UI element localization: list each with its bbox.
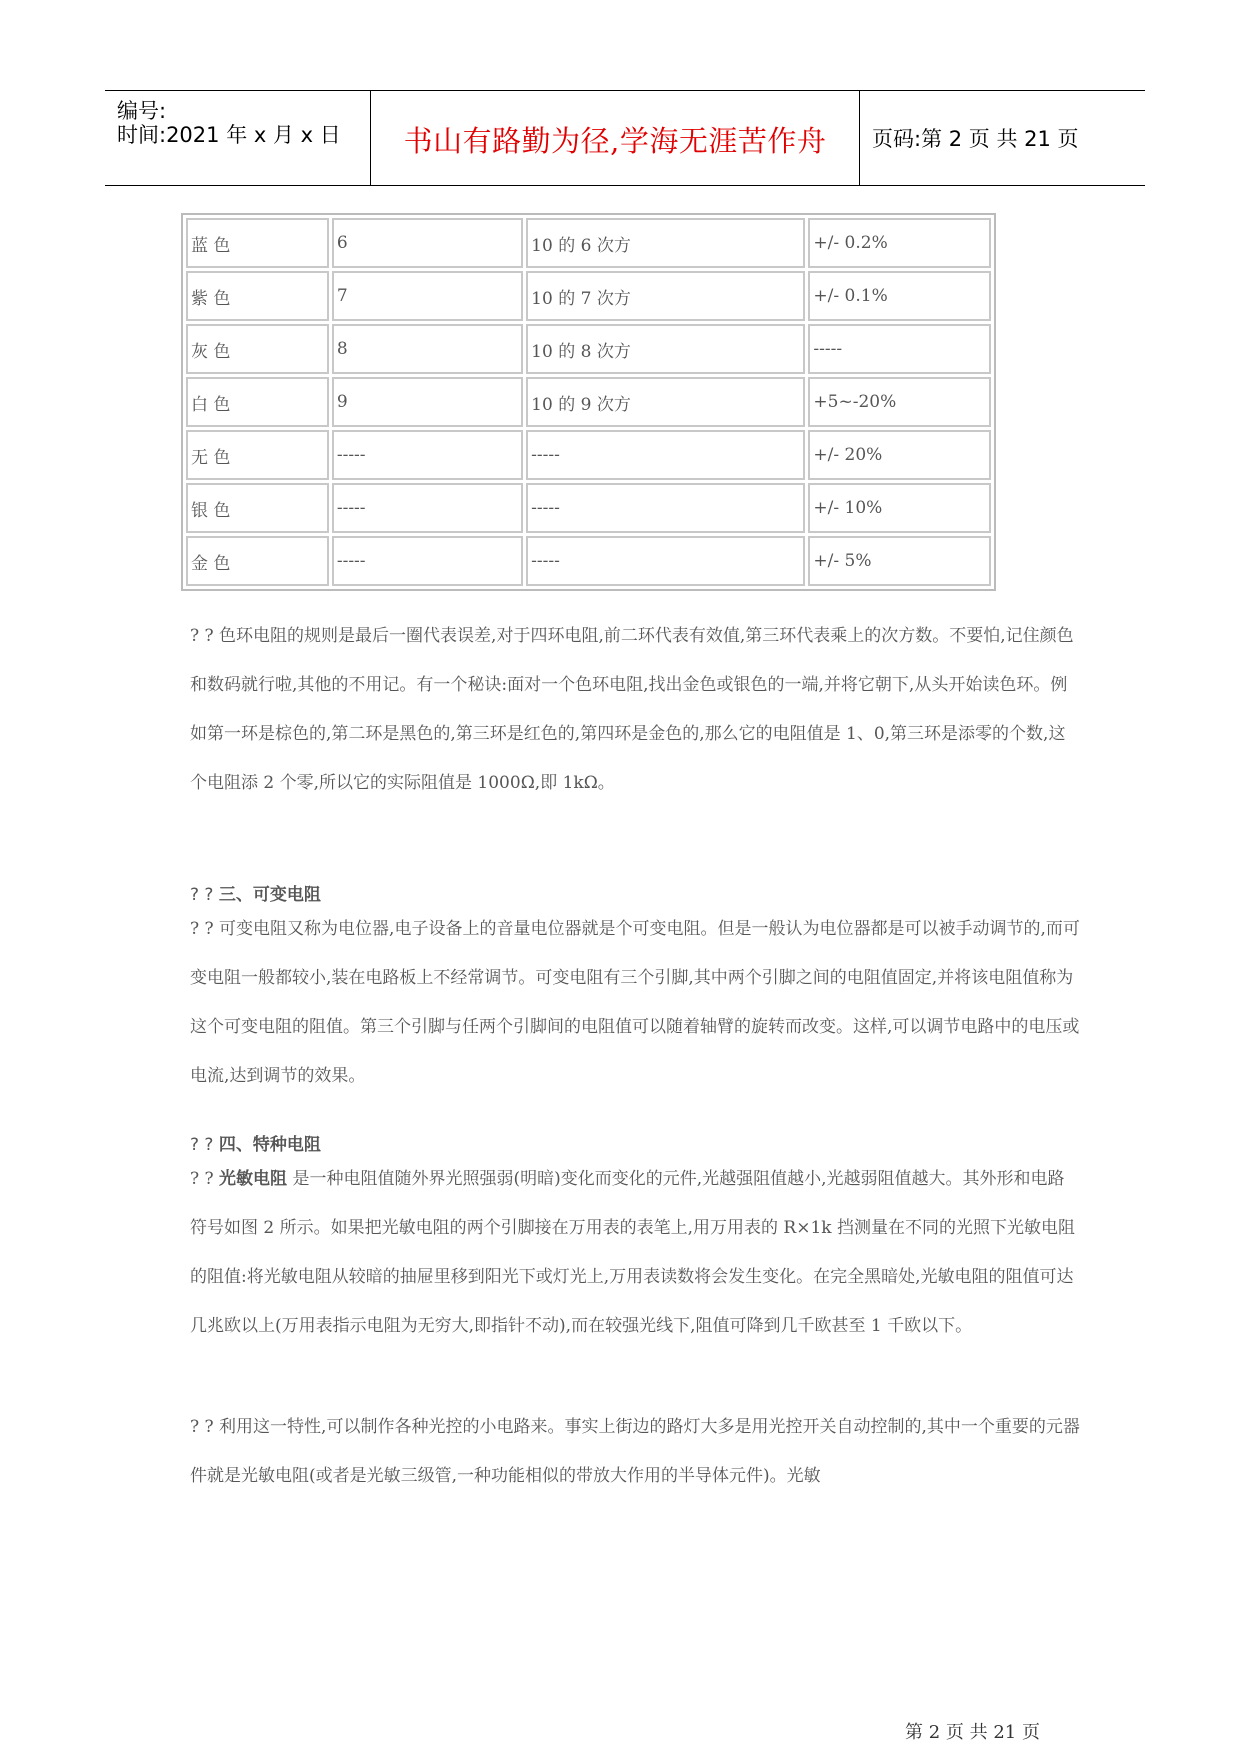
document-time-label: 时间:2021 年 x 月 x 日 [117, 123, 341, 147]
multiplier-cell: ----- [526, 483, 805, 533]
paragraph-prefix: ? ? [190, 1169, 220, 1189]
color-code-table-body [186, 218, 991, 586]
tolerance-cell: +/- 10% [808, 483, 991, 533]
paragraph-variable-resistor: ? ? 可变电阻又称为电位器,电子设备上的音量电位器就是个可变电阻。但是一般认为电位器都是可以被手动调节的,而可变电阻一般都较小,装在电路板上不经常调节。可变电阻有三个引脚,其中两个引脚之间的电阻值固定,并将该电阻值称为这个可变电阻的阻值。第三个引脚与任两个引脚间的电阻值可以随着轴臂的旋转而改变。这样,可以调节电路中的电压或电流,达到调节的效果。 [190, 919, 1080, 1086]
digit-cell: 6 [332, 218, 523, 268]
table-row [186, 483, 991, 533]
heading-text: 三、可变电阻 [218, 885, 321, 905]
paragraph-color-ring-rule: ? ? 色环电阻的规则是最后一圈代表误差,对于四环电阻,前二环代表有效值,第三环代表乘上的次方数。不要怕,记住颜色和数码就行啦,其他的不用记。有一个秘诀:面对一个色环电阻,找出金色或银色的一端,并将它朝下,从头开始读色环。例如第一环是棕色的,第二环是黑色的,第三环是红色的,第四环是金色的,那么它的电阻值是 1、0,第三环是添零的个数,这个电阻添 2 个零,所以它的实际阻值是 1000Ω,即 1kΩ。 [190, 626, 1074, 793]
multiplier-cell: 10 的 7 次方 [526, 271, 805, 321]
section-heading-variable-resistor [190, 880, 321, 905]
header-middle-cell [370, 91, 860, 185]
document-number-label: 编号: [117, 99, 167, 123]
term-photoresistor: 光敏电阻 [219, 1169, 288, 1189]
table-row [186, 536, 991, 586]
digit-cell: ----- [332, 430, 523, 480]
tolerance-cell: ----- [808, 324, 991, 374]
color-name-cell: 无 色 [186, 430, 329, 480]
heading-prefix: ? ? [190, 1135, 219, 1155]
digit-cell: 7 [332, 271, 523, 321]
tolerance-cell: +5~-20% [808, 377, 991, 427]
digit-cell: 8 [332, 324, 523, 374]
page-header [105, 90, 1145, 186]
heading-prefix: ? ? [190, 885, 219, 905]
table-row [186, 218, 991, 268]
multiplier-cell: 10 的 6 次方 [526, 218, 805, 268]
tolerance-cell: +/- 0.1% [808, 271, 991, 321]
tolerance-cell: +/- 0.2% [808, 218, 991, 268]
digit-cell: ----- [332, 483, 523, 533]
paragraph-text: 是一种电阻值随外界光照强弱(明暗)变化而变化的元件,光越强阻值越小,光越弱阻值越大。其外形和电路符号如图 2 所示。如果把光敏电阻的两个引脚接在万用表的表笔上,用万用表的 R×1k 挡测量在不同的光照下光敏电阻的阻值:将光敏电阻从较暗的抽屉里移到阳光下或灯光上,万用表读数将会发生变化。在完全黑暗处,光敏电阻的阻值可达几兆欧以上(万用表指示电阻为无穷大,即指针不动),而在较强光线下,阻值可降到几千欧甚至 1 千欧以下。 [190, 1169, 1075, 1336]
tolerance-cell: +/- 20% [808, 430, 991, 480]
table-row [186, 430, 991, 480]
header-motto: 书山有路勤为径,学海无涯苦作舟 [403, 124, 827, 158]
page-footer: 第 2 页 共 21 页 [905, 1722, 1040, 1743]
multiplier-cell: ----- [526, 430, 805, 480]
header-right-cell [860, 91, 1145, 185]
header-left-cell [105, 91, 369, 185]
color-name-cell: 金 色 [186, 536, 329, 586]
tolerance-cell: +/- 5% [808, 536, 991, 586]
digit-cell: 9 [332, 377, 523, 427]
color-name-cell: 白 色 [186, 377, 329, 427]
section-heading-special-resistor [190, 1130, 321, 1155]
color-code-table [181, 213, 996, 591]
paragraph-photoresistor [190, 1155, 1080, 1351]
multiplier-cell: 10 的 9 次方 [526, 377, 805, 427]
multiplier-cell: ----- [526, 536, 805, 586]
digit-cell: ----- [332, 536, 523, 586]
table-row [186, 271, 991, 321]
table-row [186, 324, 991, 374]
color-name-cell: 银 色 [186, 483, 329, 533]
heading-text: 四、特种电阻 [218, 1135, 321, 1155]
table-row [186, 377, 991, 427]
paragraph-photocontrol: ? ? 利用这一特性,可以制作各种光控的小电路来。事实上街边的路灯大多是用光控开关自动控制的,其中一个重要的元器件就是光敏电阻(或者是光敏三级管,一种功能相似的带放大作用的半导体元件)。光敏 [190, 1417, 1080, 1486]
multiplier-cell: 10 的 8 次方 [526, 324, 805, 374]
color-name-cell: 蓝 色 [186, 218, 329, 268]
header-page-info: 页码:第 2 页 共 21 页 [872, 127, 1079, 151]
color-name-cell: 紫 色 [186, 271, 329, 321]
color-name-cell: 灰 色 [186, 324, 329, 374]
